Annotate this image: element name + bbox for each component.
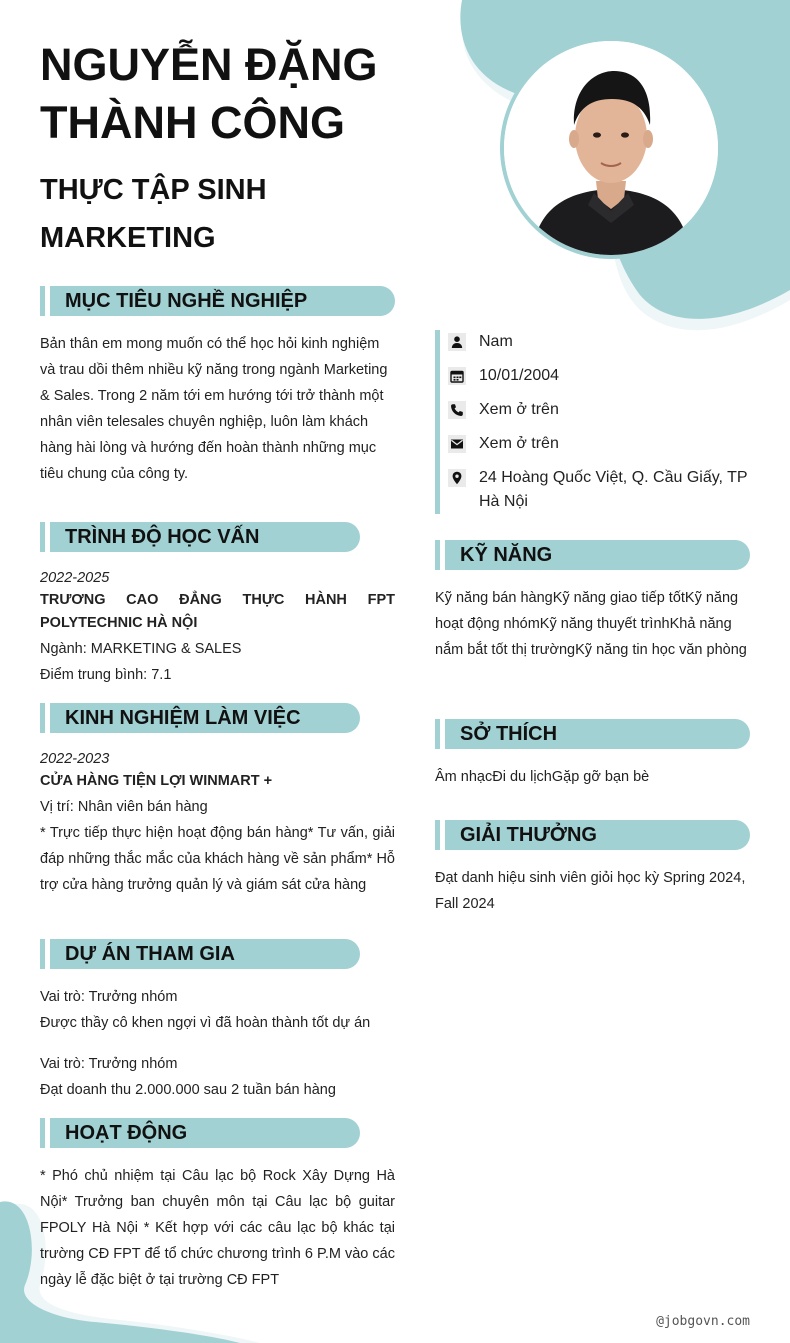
project-2-description: Đạt doanh thu 2.000.000 sau 2 tuần bán hàng	[40, 1082, 336, 1098]
activities-heading-label: HOẠT ĐỘNG	[65, 1122, 188, 1144]
profile-photo	[504, 41, 718, 255]
birthdate-value: 10/01/2004	[479, 367, 560, 384]
projects-heading-label: DỰ ÁN THAM GIA	[65, 943, 235, 965]
skills-heading	[435, 540, 750, 570]
education-heading	[40, 522, 360, 552]
education-period: 2022-2025	[40, 570, 110, 586]
contact-gender	[448, 330, 755, 354]
hobbies-text: Âm nhạcĐi du lịchGặp gỡ bạn bè	[435, 769, 650, 785]
profile-photo-frame	[500, 37, 722, 259]
portrait-illustration	[504, 41, 718, 255]
contact-birthdate	[448, 364, 755, 388]
awards-heading	[435, 820, 750, 850]
awards-heading-label: GIẢI THƯỞNG	[460, 824, 597, 846]
project-1-role: Vai trò: Trưởng nhóm	[40, 989, 178, 1005]
activities-text: * Phó chủ nhiệm tại Câu lạc bộ Rock Xây Dựng Hà Nội* Trưởng ban chuyên môn tại Câu lạc bộ guitar FPOLY Hà Nội * Kết hợp với các câu lạc bộ khác tại trường CĐ FPT để tổ chức chương trình 6 P.M vào các ngày lễ đặc biệt ở tại trường CĐ FPT	[40, 1168, 395, 1288]
project-1-description: Được thầy cô khen ngợi vì đã hoàn thành tốt dự án	[40, 1015, 371, 1031]
experience-company: CỬA HÀNG TIỆN LỢI WINMART +	[40, 773, 273, 789]
calendar-icon	[448, 367, 466, 385]
contact-address	[448, 466, 755, 514]
skills-text: Kỹ năng bán hàngKỹ năng giao tiếp tốtKỹ năng hoạt động nhómKỹ năng thuyết trìnhKhả năng nắm bắt tốt thị trườngKỹ năng tin học văn phòng	[435, 590, 747, 658]
envelope-icon	[448, 435, 466, 453]
hobbies-heading-label: SỞ THÍCH	[460, 723, 558, 745]
footer-credit: @jobgovn.com	[656, 1314, 750, 1329]
education-school: TRƯƠNG CAO ĐẲNG THỰC HÀNH FPT POLYTECHNIC HÀ NỘI	[40, 592, 395, 631]
location-pin-icon	[448, 469, 466, 487]
hobbies-heading	[435, 719, 750, 749]
experience-description: * Trực tiếp thực hiện hoạt động bán hàng* Tư vấn, giải đáp những thắc mắc của khách hàng về sản phẩm* Hỗ trợ cửa hàng trưởng quản lý và giám sát cửa hàng	[40, 825, 395, 893]
contact-phone	[448, 398, 755, 422]
address-value: 24 Hoàng Quốc Việt, Q. Cầu Giấy, TP Hà Nội	[479, 469, 748, 510]
objective-heading	[40, 286, 395, 316]
phone-icon	[448, 401, 466, 419]
email-value: Xem ở trên	[479, 435, 559, 452]
projects-heading	[40, 939, 360, 969]
education-major: Ngành: MARKETING & SALES	[40, 641, 242, 657]
candidate-role: THỰC TẬP SINH MARKETING	[40, 174, 267, 254]
contact-info	[435, 330, 755, 514]
education-gpa: Điểm trung bình: 7.1	[40, 667, 172, 683]
skills-heading-label: KỸ NĂNG	[460, 544, 553, 566]
education-heading-label: TRÌNH ĐỘ HỌC VẤN	[65, 526, 260, 548]
project-2-role: Vai trò: Trưởng nhóm	[40, 1056, 178, 1072]
experience-position: Vị trí: Nhân viên bán hàng	[40, 799, 208, 815]
contact-email	[448, 432, 755, 456]
experience-heading	[40, 703, 360, 733]
experience-heading-label: KINH NGHIỆM LÀM VIỆC	[65, 707, 301, 729]
phone-value: Xem ở trên	[479, 401, 559, 418]
objective-text: Bản thân em mong muốn có thể học hỏi kinh nghiệm và trau dồi thêm nhiều kỹ năng trong ngành Marketing & Sales. Trong 2 năm tới em hướng tới trở thành một nhân viên telesales chuyên nghiệp, luôn làm khách hàng hài lòng và hướng đến hoàn thành những mục tiêu chung của công ty.	[40, 336, 388, 482]
activities-heading	[40, 1118, 360, 1148]
experience-period: 2022-2023	[40, 751, 110, 767]
person-icon	[448, 333, 466, 351]
objective-heading-label: MỤC TIÊU NGHỀ NGHIỆP	[65, 290, 308, 312]
gender-value: Nam	[479, 333, 513, 350]
candidate-name: NGUYỄN ĐẶNG THÀNH CÔNG	[40, 39, 378, 148]
awards-text: Đạt danh hiệu sinh viên giỏi học kỳ Spring 2024, Fall 2024	[435, 870, 746, 912]
